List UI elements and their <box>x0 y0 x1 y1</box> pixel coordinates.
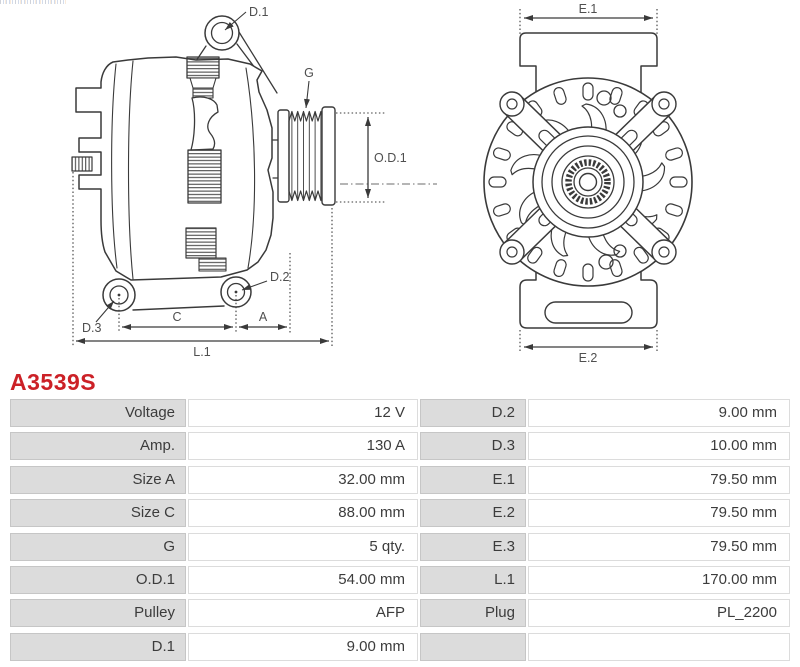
dim-label-e1: E.1 <box>578 2 598 16</box>
spec-label: E.2 <box>420 499 526 527</box>
spec-row <box>10 633 790 661</box>
spec-label: Voltage <box>10 399 186 427</box>
spec-value: 79.50 mm <box>528 533 790 561</box>
spec-label: G <box>10 533 186 561</box>
spec-label: D.3 <box>420 432 526 460</box>
dim-label-a: A <box>258 310 268 324</box>
dim-label-d2: D.2 <box>270 270 290 284</box>
dim-label-e2: E.2 <box>578 351 598 365</box>
spec-value: 9.00 mm <box>188 633 418 661</box>
spec-value: PL_2200 <box>528 599 790 627</box>
spec-value: 79.50 mm <box>528 499 790 527</box>
spec-value: 10.00 mm <box>528 432 790 460</box>
spec-label: Size C <box>10 499 186 527</box>
spec-value: 5 qty. <box>188 533 418 561</box>
spec-label <box>420 633 526 661</box>
spec-label: L.1 <box>420 566 526 594</box>
pulley-hub <box>533 127 643 237</box>
spec-label: E.1 <box>420 466 526 494</box>
spec-value: 79.50 mm <box>528 466 790 494</box>
spec-value: 88.00 mm <box>188 499 418 527</box>
dim-label-od1: O.D.1 <box>374 151 407 165</box>
side-view <box>72 16 335 311</box>
spec-label: Plug <box>420 599 526 627</box>
spec-value <box>528 633 790 661</box>
spec-row <box>10 533 790 561</box>
dim-label-g: G <box>304 66 314 80</box>
spec-value: 32.00 mm <box>188 466 418 494</box>
spec-label: D.1 <box>10 633 186 661</box>
spec-row <box>10 466 790 494</box>
spec-row <box>10 566 790 594</box>
front-view <box>484 33 692 328</box>
spec-value: 170.00 mm <box>528 566 790 594</box>
spec-label: E.3 <box>420 533 526 561</box>
spec-value: 12 V <box>188 399 418 427</box>
dim-label-c: C <box>172 310 182 324</box>
spec-label: Pulley <box>10 599 186 627</box>
part-number: A3539S <box>10 369 97 395</box>
spec-row <box>10 399 790 427</box>
dim-label-d1: D.1 <box>249 5 269 19</box>
spec-row <box>10 499 790 527</box>
spec-label: Size A <box>10 466 186 494</box>
spec-table <box>10 399 790 661</box>
spec-value: 130 A <box>188 432 418 460</box>
spec-label: D.2 <box>420 399 526 427</box>
spec-row <box>10 599 790 627</box>
spec-label: Amp. <box>10 432 186 460</box>
spec-value: 54.00 mm <box>188 566 418 594</box>
spec-value: 9.00 mm <box>528 399 790 427</box>
dim-label-l1: L.1 <box>193 345 211 359</box>
spec-row <box>10 432 790 460</box>
spec-value: AFP <box>188 599 418 627</box>
spec-label: O.D.1 <box>10 566 186 594</box>
dim-label-d3: D.3 <box>82 321 102 335</box>
